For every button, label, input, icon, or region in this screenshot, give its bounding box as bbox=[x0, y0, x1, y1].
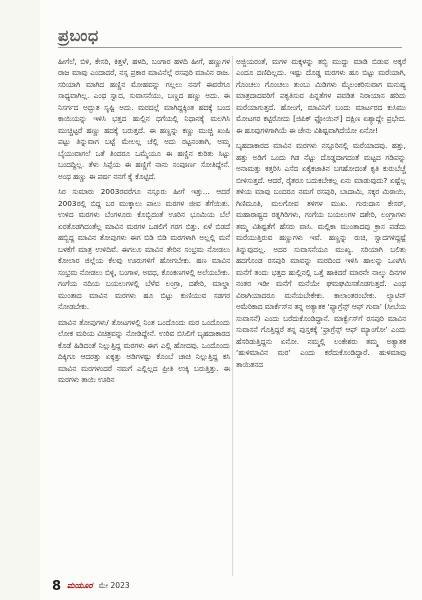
page-margin bbox=[0, 0, 40, 600]
section-header bbox=[58, 26, 402, 50]
section-title: ಪ್ರಬಂಧ bbox=[58, 26, 99, 45]
left-column bbox=[58, 56, 230, 576]
paragraph: ಸಿರ ಸುಮಾರು 2003ರವರೆಗೂ ನಸ್ಸೂರು ಹೀಗೆ ಇತ್ತು... ಆದರೆ 2003ರಲ್ಲಿ ಬಿದ್ದ ಬರ ಮುಕ್ಕಾಲು ಪಾಲು ಮರಗಳ ಜೀವ ತೆಗೆಯಿತು. ಉಳಿದ ಮರಗಳು ಬೆಂಗಳೂರು ಕೊಬ್ಬಿದಂತೆ ಊರಿನ ಭೂಮಿಯ ಬೆಲೆ ಏರತೊಡಗಿದಂತೆಲ್ಲ ಮಾವಿನ ಮರಗಳ ಒಡಲಿಗೆ ಗರಗ ಬಿತ್ತು. ಏಳೆ ಬಿಡದೆ ಹಬ್ಬಿದ್ದ ಮಾವಿನ ತೋಪುಗಳು ಈಗ ಬಿಡಿ ಬಿಡಿ ಮರಗಳಾಗಿ ಅಲ್ಲಲ್ಲಿ ಮನೆ ಬಳಕೆಗೆ ಮಾತ್ರ ಉಳಿದಿವೆ. ಈಗಲೂ ಮಾವಿನ ತೇರಿನ ಸಂಭ್ರಮ ನೋಡಲು ಕೋಲಾರ ಜಿಲ್ಲೆಯ ಕೆಲವು ಊರುಗಳಿಗೆ ಹೋಗಬೇಕು. ಹಣ ಮಾವಿನ ಸಂಭ್ರಮ ನೋಡಲು ಬಿಳ್ಳಿ, ಬಂಗಾಳ, ಅವಧ, ಕೊಂಕಣಗಳಲ್ಲಿ ಅಲೆಯಬೇಕು. ಗಂಗೆಯ ನದಿಯ ಬಯಲುಗಳಲ್ಲಿ ಬೆಳೆವ ಲಂಗ್ರಾ, ದಶೇರಿ, ಮಾಲ್ಡಾ ಮುಂತಾದ ಮಾವಿನ ಮರಗಳು ಹೂ ಬಿಟ್ಟು ಕುಣಿಯುವ ಸಡಗರ ನೋಡಬೇಕು. bbox=[58, 187, 230, 312]
page-footer bbox=[52, 578, 130, 594]
paragraph: ಅಜ್ಜಿಯರಂತೆ, ಮಗಳ ಮಕ್ಕಳನ್ನು ತಬ್ಬಿ ಮುದ್ದು ಮಾಡಿ ಬಿಡುವ ಅಕ್ಕರೆ ಎಂದೂ ದಣಿದಿಲ್ಲದು. ಇಷ್ಟು ದೊಡ್ಡ ಮರಗಳು ಹೂ ಬಿಟ್ಟು ಮರೆಯಾಗಿ, ಗೊಂಚಲು ಗೊಂಚಲು ತುಂಬು ಮಿಡಿಗಳು ಮೈಲಂಕರಿಸುವಾಗ ಮನುಷ್ಯ ಮಾತ್ರದಾದವರಿಗೆ ಪಕೃತಿಸುವ ಪಿನ್ನತೆಗಳ ಪವಡಿತ ನಿರಾಯಾಸ ಹರಿದು ಮರೆಯಾಗುತ್ತದೆ. ಹೋಂಗೆ, ಮಾವಿನಿಗೆ ಬಂದು ಮಾರ್ಟರದ ಕುಸಿಮು ಮೋಟಗರ ಕಟ್ಟಿರೋದು [ಜಿಪಿಕ್ ಫ್ಲೋಯಿನ್] ದಕ್ಷಿಣ ಏಶ್ಯಾದ್ದೇ ಪ್ರಭೇದ. ಈ ಹೂವುಗಳಿಗಾಗಿಯೆ ಈ ಜೇನು ವಿಶಿಷ್ಟವಾಗಿದೆಯೋ ಏನೋ! bbox=[236, 57, 406, 135]
right-column bbox=[236, 56, 406, 576]
column-divider bbox=[232, 56, 233, 576]
paragraph: ಬೃಹದಾಕಾರದ ಮಾವಿನ ಮರಗಳು ನಸ್ಸೂರಿನಲ್ಲಿ ಮರೆಯಾದವು. ಹತ್ತು, ಹತ್ತು ಅಡಿಗೆ ಒಂದು ಗಿಡ ನೆಟ್ಟು ದೊಡ್ಡದಾಗದಂತೆ ಮಟ್ಟದ ಗಡಿಪನ್ನು ಅನಾಮತ್ತು ಕತ್ತರಿಸಿ ಎಸೆದ ಏಕೈಕಜಾತಿನ ಬಗಹೋದಂತೆ ಕೃತಿ ಕುರುಬೆಚ್ಚೆ ಬೀಳಿಸುತ್ತದೆ. ಆದರೆ, ರೈತರೂ ಬದುಕಬೇಕಲ್ಲ ಏನು ಮಾಡುವುದು? ಏಷ್ಟೆಲ್ಲ ತಳಿಯ ಮಾವು ಬಂದರೂ ನಮಗೆ ರಸಪುರಿ, ಬಾದಾಮಿ, ಸಕ್ಕರ ಮಿಠಾಯಿ, ಗಿಣಿಮೂತಿ, ಮಲಗೋವ ತಳಿಗಳ ಮುಖ. ಗುರುದಾಸ ಕೇಸರ್, ಮಹಾರಾಷ್ಟ್ರದ ರತ್ನಗಿರಿಗಳು, ಗಂಗೆಯ ಬಯಲುಗಳ ದಶೇರಿ, ಲಂಗ್ರಾಗಳು ತಮ್ಮ ವಿಶಿಷ್ಟತೆಗೆ ಹೆಸರು ವಾಸಿ. ಮಲ್ಲಿಕಾ ಮುಂತಾದವು ಕ್ರಾಸ ಪಡೆದು ಮರೆಯುತ್ತಿರುವ ಹಣ್ಣುಗಳು ಇವೆ. ಹಣ್ಣನ್ನು ರುಚಿ, ಸ್ವಾದಗಳಿದ್ದಷ್ಟೆ ತಿನ್ನುವುದಲ್ಲ. ಅದರ ಸುವಾಸನೆಯೂ ಮುಖ್ಯ. ಸರಿಯಾಗಿ ಬಲಿತು ಹದಗೊಂಡ ರಸಪುರಿ ಮಾವನ್ನು ಮರದಿಂದ ಇಳಿಸಿ ಹಾಲನ್ನು ಒಣಗಿಸಿ ಮನೆಗೆ ತಂದು ಭತ್ತದ ಹುಲ್ಲಿನಲ್ಲಿ ಒತ್ತೆ ಹಾಕಿದರೆ ಮಾರನೇ ನಾಲ್ಕು ದಿನಗಳ ನಂತರ ಇಡೀ ಮನೆಗೆ ಮನೆಯೇ ಘಮಘಮಿಸತೊಡಗುತ್ತದೆ. ಎಂಥ ವಿರಾಗಿಯಾದರೂ ಮನೆಯಬೇಕೇಕು. ಕಾಲಾಂತರಂಬೇಕು. ಲ್ಯಾಟಿನ್ ಅಮೆರಿಕಾದ ಮಾರ್ಕೆಸ್‌ನ ತನ್ನ ಅತ್ಯಾತಕ ‘ಫ್ಯಾಗ್ರೆನ್ಸ್ ಆಫ್ ಗುವಾ’ (ಸೀಬೆಯ ಸುವಾಸನೆ) ಎಂದು ಬರೆದುಕೊಂಡಿದ್ದಾನೆ. ಮಾರ್ಕ್ವೆಸ್‌ಗೆ ರಸಪುರಿ ಮಾವಿನ ಸುವಾಸನೆ ಗೊತ್ತಿದ್ದರೆ ತನ್ನ ಪುಸ್ತಕಕ್ಕೆ ‘ಫ್ರಾಗ್ರೆನ್ಸ್ ಆಫ್ ಮ್ಯಾಂಗೋ’ ಎಂದು ಹೆಸರಿಡುತ್ತಿದ್ದನು ಏನೋ. ನಮ್ಮಲ್ಲಿ ಲಂಕೇಶರು ತಮ್ಮ ಅತ್ಯಾತಕ ‘ಹುಳಿಮಾವಿನ ಮರ’ ಎಂದು ಕರೆದುಕೊಂಡಿದ್ದಾರೆ. ಹುಳಿಮಾವು ತಾಯಿತನದ bbox=[236, 141, 406, 369]
header-rule bbox=[58, 47, 402, 48]
page-number: 8 bbox=[52, 578, 62, 594]
magazine-name: ಮಯೂರ bbox=[67, 581, 93, 590]
paragraph: ಮಾವಿನ ತೋಪುಗಳು/ ತೋಟಗಳಲ್ಲಿ ನಿಂತ ಒಂದೊಂದು ಮರ ಒಂದೊಂದು ಲೋಕ ಮರಿಯ ವಿಚಿತ್ರವನ್ನು ನೋಡಿದ್ದೇನೆ. ಉರಿವ ಬಿಸಿಲಿಗೆ ಬೃಹದಾಕಾರದ ಕೊಡೆ ಹಿಡಿದಂತೆ ನಿಲ್ಲುತ್ತಿದ್ದ ಮರಗಳು ಈಗ ಎಲ್ಲಿ ಹೋದವು. ಒಂದೊಂದು ದಿಕ್ಕಿಗೂ ಆದರತ್ತು ಏಕ್ಕತ್ತು ಅಡಿಗಳಷ್ಟು ಕೊಂಬೆ ಚಾಚಿ ನಿಲ್ಲುತ್ತಿದ್ದ ಕಸಿ ಮಾವಿನ ಮರಗಳಂದರೆ ನಮಗೆ ಎಲ್ಲಿಲ್ಲದ ಪ್ರೀತಿ ಉಕ್ಕಿ ಬರುತ್ತಿತ್ತು. ಈ ಮರಗಳು ತಾಯಿ ಊರಿನ bbox=[58, 317, 230, 385]
issue-date: ಮೇ 2023 bbox=[98, 581, 130, 590]
paragraph: ಹೀಗೆಲೆ, ಬಿಳಿ, ಕೇಸರಿ, ಕಿತ್ತಳೆ, ಹಳದಿ, ಬಂಗಾರ ಹಳದಿ ಹೀಗೆ, ಹಣ್ಣುಗಳ ರಾಜ ಮಾವು ಎಂದಾದರೆ, ನಸ್ಸ ಪ್ರಕಾರ ಮಾವಿನೆಲ್ಲೆ ರಸಪುರಿ ಮಾವಿನ ರಾಜ. ಸರಿಯಾಗಿ ಮಾಗಿದ ಹಣ್ಣಿನ ಮೋಹವನ್ನು ಗಲ್ಲಲು ನನಗೆ ಈವರೆಗೂ ಸಾಧ್ಯವಾಗಿಲ್ಲ. ಎಂಥ ಸ್ವಾದ, ಸುವಾಸನೆಯು, ಬಣ್ಣದ ಹಣ್ಣು ಅದು. ಈ ನಿಸರ್ಗದ ಅದ್ಭುತ ಸೃಷ್ಟಿ ಅದು. ಮರದಲ್ಲೆ ಮಾಗಿದ್ದಕ್ಕಿಂತ ಹದಕ್ಕೆ ಬಂದ ಕಾಯಿಯನ್ನು ಇಳಿಸಿ ಭತ್ತದ ಹುಲ್ಲಿನ ಧಗೆಯಲ್ಲಿ ನಿಧಾನಕ್ಕೆ ಮಲಗಿಸಿ ಮುಚ್ಚಿಟ್ಟರೆ ಹಣ್ಣು ಹದಕ್ಕೆ ಬರುತ್ತದೆ. ಈ ಹಣ್ಣನ್ನು ಕಣ್ಣು ಮುಚ್ಚಿ ಖುಷಿ ಪಟ್ಟು ತಿನ್ನುವಾಗ ಬಟ್ಟೆ ಮೇಲಲ್ಲ ಚೆಲ್ಲಿ ಅದು ರಟ್ಟನಂತಾಗಿ, ಅಮ್ಮ ಬೈಯುವಾಗಲೆ ಒತೆ ತಿಂದರೂ ಒಮ್ಮೆಯೂ ಈ ಹಣ್ಣಿನ ಕುರಿತು ಸಿಟ್ಟು ಬಂದದ್ದಿಲ್ಲ. ತೆಳು ಸಿಪ್ಪೆಯ ಈ ಹಣ್ಣಿಗೆ ನಾನು ಸಂಪೂರ್ಣ ಸೋತಿದ್ದೇನೆ. ಅಂಥ ಹಣ್ಣು ಈ ಪರ್ಷ ನನಗೆ ಕೈ ಕೊಟ್ಟಿದೆ. bbox=[58, 57, 230, 181]
